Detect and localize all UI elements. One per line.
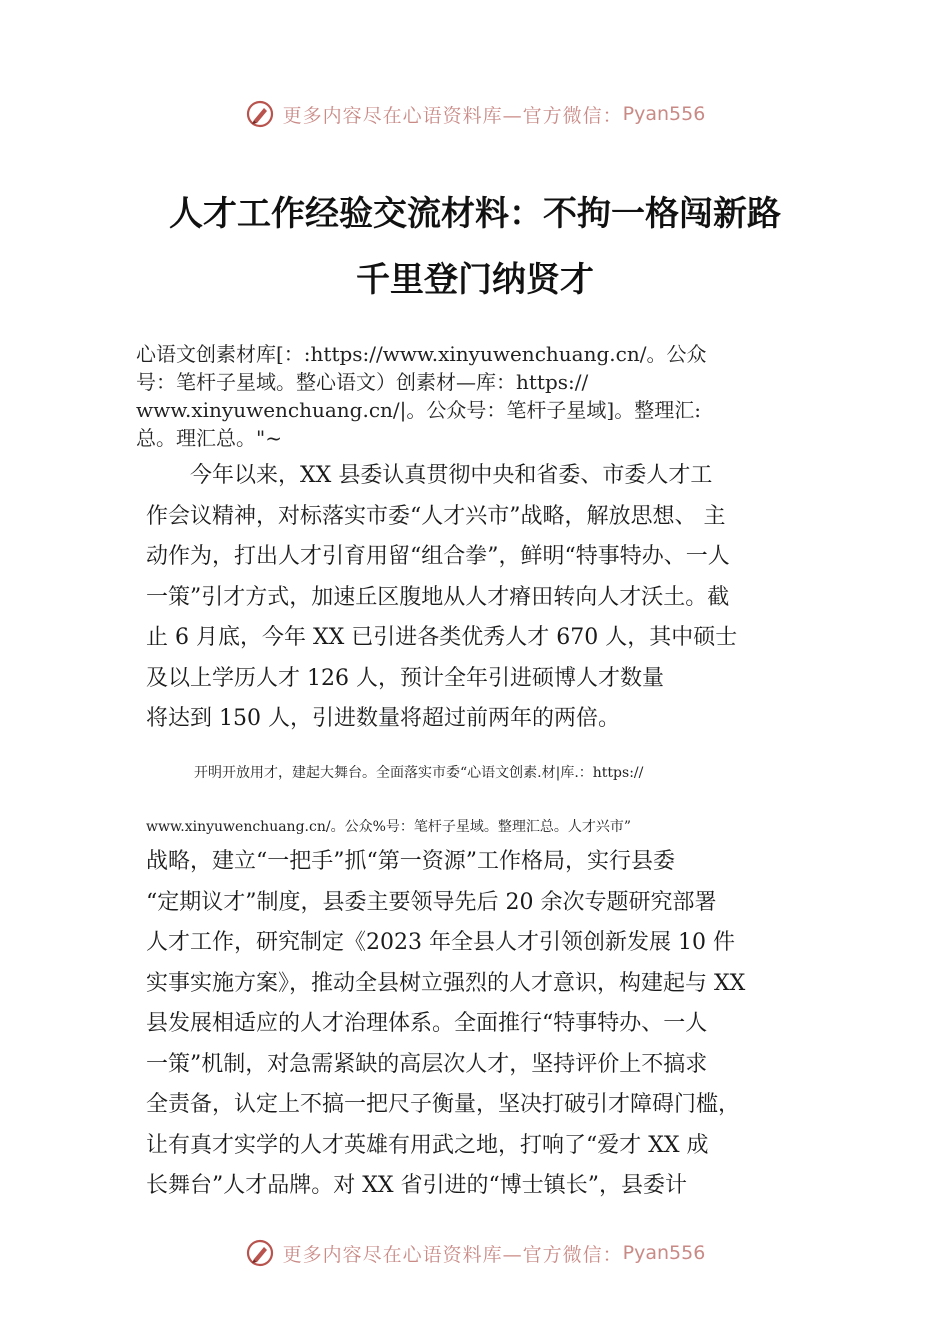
paragraph-line: 一策”机制，对急需紧缺的高层次人才，坚持评价上不搞求 xyxy=(146,1051,708,1077)
paragraph-line: 人才工作，研究制定《2023 年全县人才引领创新发展 10 件 xyxy=(146,930,735,955)
source-line: 心语文创素材库[：:https://www.xinyuwenchuang.cn/。公众 xyxy=(136,342,707,366)
paragraph-line: 一策”引才方式，加速丘区腹地从人才瘠田转向人才沃土。截 xyxy=(146,584,730,610)
paragraph-line: 及以上学历人才 126 人，预计全年引进硕博人才数量 xyxy=(146,665,664,691)
paragraph-line: 战略，建立“一把手”抓“第一资源”工作格局，实行县委 xyxy=(146,849,675,874)
paragraph-line: 动作为，打出人才引育用留“组合拳”，鲜明“特事特办、一人 xyxy=(146,544,730,569)
paragraph-line: 止 6 月底，今年 XX 已引进各类优秀人才 670 人，其中硕士 xyxy=(146,625,738,650)
banner-wechat-id: Pyan556 xyxy=(622,103,706,125)
paragraph-line: 将达到 150 人，引进数量将超过前两年的两倍。 xyxy=(146,706,620,731)
banner-wechat-id: Pyan556 xyxy=(622,1242,706,1264)
paragraph-line: 让有真才实学的人才英雄有用武之地，打响了“爱才 XX 成 xyxy=(146,1132,709,1158)
source-line: 号：笔杆子星域。整心语文）创素材—库：https:// xyxy=(136,370,589,394)
source-notice xyxy=(136,340,836,452)
pen-logo-icon xyxy=(245,1238,275,1268)
inline-note-line-2: www.xinyuwenchuang.cn/。公众%号：笔杆子星域。整理汇总。人才兴市” xyxy=(146,819,632,835)
paragraph-line: 长舞台”人才品牌。对 XX 省引进的“博士镇长”，县委计 xyxy=(146,1173,688,1198)
inline-note-line-1: 开明开放用才，建起大舞台。全面落实市委“心语文创素.材|库.：https:// xyxy=(194,765,644,781)
footer-banner xyxy=(0,1233,950,1273)
document-title-line-1: 人才工作经验交流材料：不拘一格闯新路 xyxy=(169,194,781,234)
paragraph-line: 作会议精神，对标落实市委“人才兴市”战略，解放思想、 主 xyxy=(146,503,726,529)
paragraph-line: “定期议才”制度，县委主要领导先后 20 余次专题研究部署 xyxy=(146,889,717,915)
source-line: www.xinyuwenchuang.cn/|。公众号：笔杆子星域]。整理汇: xyxy=(136,398,701,422)
paragraph-line: 实事实施方案》，推动全县树立强烈的人才意识，构建起与 XX xyxy=(146,970,746,996)
header-banner xyxy=(0,94,950,134)
body-paragraph-2 xyxy=(146,842,816,1207)
banner-text: 更多内容尽在心语资料库—官方微信： xyxy=(282,1243,623,1266)
document-title-line-2: 千里登门纳贤才 xyxy=(356,260,594,300)
source-line: 总。理汇总。"~ xyxy=(136,426,282,450)
pen-logo-icon xyxy=(245,99,275,129)
paragraph-line: 全责备，认定上不搞一把尺子衡量，坚决打破引才障碍门槛， xyxy=(146,1092,741,1117)
banner-text: 更多内容尽在心语资料库—官方微信： xyxy=(282,104,623,127)
body-paragraph-1 xyxy=(146,456,816,740)
paragraph-line: 县发展相适应的人才治理体系。全面推行“特事特办、一人 xyxy=(146,1011,708,1036)
paragraph-line: 今年以来，XX 县委认真贯彻中央和省委、市委人才工 xyxy=(146,463,713,488)
